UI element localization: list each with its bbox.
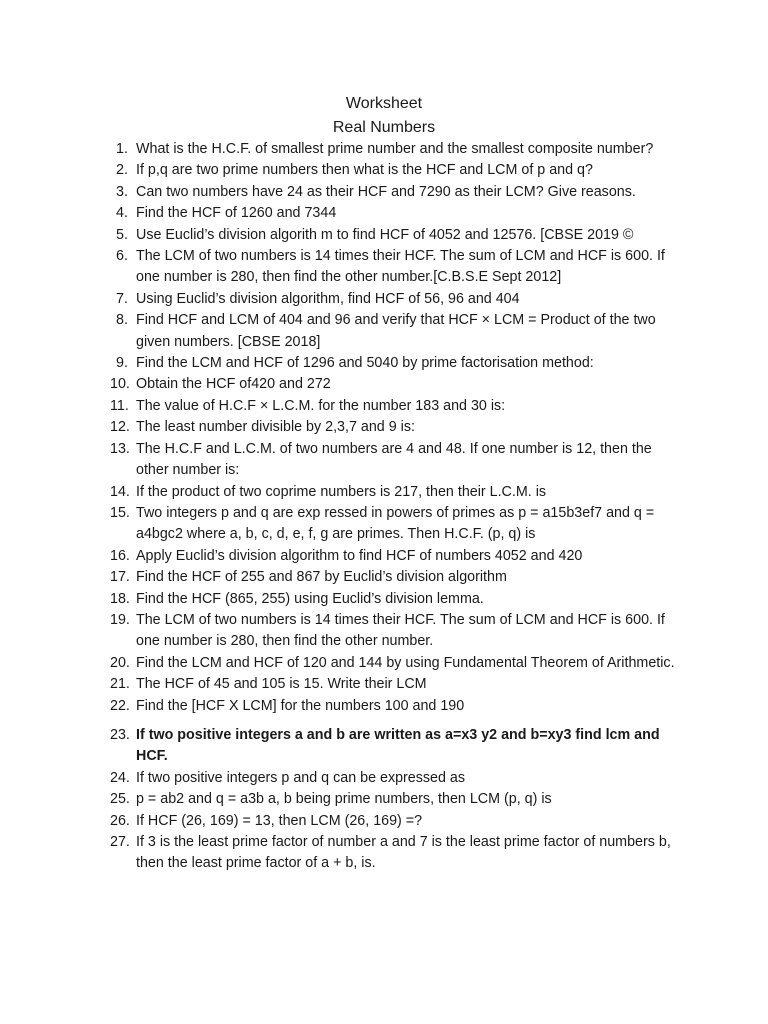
question-item xyxy=(0,832,768,875)
question-text: Find the LCM and HCF of 1296 and 5040 by prime factorisation method: xyxy=(136,355,594,372)
question-item xyxy=(0,246,768,289)
question-item xyxy=(0,589,768,610)
question-text: Find HCF and LCM of 404 and 96 and verify that HCF × LCM = Product of the two given numbers. [CBSE 2018] xyxy=(136,312,656,350)
question-item xyxy=(0,789,768,810)
question-item xyxy=(0,546,768,567)
question-text: Apply Euclid’s division algorithm to find HCF of numbers 4052 and 420 xyxy=(136,547,583,564)
question-text: Find the HCF of 1260 and 7344 xyxy=(136,205,337,222)
question-text: Find the HCF (865, 255) using Euclid’s division lemma. xyxy=(136,590,484,607)
question-item xyxy=(0,610,768,653)
question-item xyxy=(0,396,768,417)
question-number: 2. xyxy=(116,162,128,179)
question-item xyxy=(0,289,768,310)
question-item xyxy=(0,567,768,588)
question-number: 20. xyxy=(110,654,130,671)
question-item xyxy=(0,768,768,789)
question-text: If HCF (26, 169) = 13, then LCM (26, 169) =? xyxy=(136,812,423,829)
question-item xyxy=(0,696,768,717)
question-item xyxy=(0,310,768,353)
question-number: 7. xyxy=(116,290,128,307)
question-item xyxy=(0,417,768,438)
question-number: 19. xyxy=(110,611,130,628)
question-item xyxy=(0,182,768,203)
question-text: Using Euclid’s division algorithm, find HCF of 56, 96 and 404 xyxy=(136,290,520,307)
question-number: 4. xyxy=(116,205,128,222)
question-number: 22. xyxy=(110,697,130,714)
question-number: 17. xyxy=(110,569,130,586)
question-item xyxy=(0,203,768,224)
question-text: Use Euclid’s division algorith m to find HCF of 4052 and 12576. [CBSE 2019 © xyxy=(136,226,634,243)
question-text: If 3 is the least prime factor of number a and 7 is the least prime factor of numbers b, then the least prime factor of a + b, is. xyxy=(136,834,671,872)
question-number: 26. xyxy=(110,812,130,829)
question-number: 5. xyxy=(116,226,128,243)
question-text: Two integers p and q are exp ressed in powers of primes as p = a15b3ef7 and q = a4bgc2 where a, b, c, d, e, f, g are primes. Then H.C.F. (p, q) is xyxy=(136,504,655,543)
question-number: 1. xyxy=(116,141,128,157)
question-item xyxy=(0,374,768,395)
question-text: Can two numbers have 24 as their HCF and 7290 as their LCM? Give reasons. xyxy=(136,183,636,200)
question-text: What is the H.C.F. of smallest prime number and the smallest composite number? xyxy=(136,141,654,157)
question-text: The HCF of 45 and 105 is 15. Write their LCM xyxy=(136,676,427,693)
question-item xyxy=(0,653,768,674)
question-item xyxy=(0,811,768,832)
question-number: 13. xyxy=(110,440,130,457)
question-text: The value of H.C.F × L.C.M. for the number 183 and 30 is: xyxy=(136,397,506,414)
question-number: 23. xyxy=(110,726,130,743)
question-number: 12. xyxy=(110,419,130,436)
question-text: p = ab2 and q = a3b a, b being prime numbers, then LCM (p, q) is xyxy=(136,791,552,808)
question-text: Obtain the HCF of420 and 272 xyxy=(136,376,331,393)
question-text: Find the [HCF X LCM] for the numbers 100 and 190 xyxy=(136,697,465,714)
question-list xyxy=(0,139,768,875)
worksheet-subtitle: Real Numbers xyxy=(332,119,436,136)
question-number: 9. xyxy=(116,355,128,372)
question-number: 11. xyxy=(110,397,129,414)
question-text: Find the LCM and HCF of 120 and 144 by using Fundamental Theorem of Arithmetic. xyxy=(136,654,675,671)
question-item xyxy=(0,139,768,160)
question-text: If the product of two coprime numbers is 217, then their L.C.M. is xyxy=(136,483,547,500)
question-number: 21. xyxy=(110,676,130,693)
question-number: 15. xyxy=(110,504,130,521)
question-item xyxy=(0,225,768,246)
question-text: The H.C.F and L.C.M. of two numbers are 4 and 48. If one number is 12, then the other number is: xyxy=(136,440,652,479)
question-text: If p,q are two prime numbers then what is the HCF and LCM of p and q? xyxy=(136,162,593,179)
question-text: If two positive integers a and b are written as a=x3 y2 and b=xy3 find lcm and HCF. xyxy=(136,726,660,765)
question-number: 25. xyxy=(110,791,130,808)
question-text: The least number divisible by 2,3,7 and 9 is: xyxy=(136,419,415,436)
worksheet-title: Worksheet xyxy=(345,95,423,112)
question-text: The LCM of two numbers is 14 times their HCF. The sum of LCM and HCF is 600. If one number is 280, then find the other number.[C.B.S.E Sept 2012] xyxy=(136,248,665,286)
question-text: If two positive integers p and q can be expressed as xyxy=(136,769,466,786)
question-number: 24. xyxy=(110,769,130,786)
question-number: 8. xyxy=(116,312,128,329)
question-item xyxy=(0,482,768,503)
question-text: The LCM of two numbers is 14 times their HCF. The sum of LCM and HCF is 600. If one number is 280, then find the other number. xyxy=(136,611,665,650)
question-item xyxy=(0,503,768,546)
question-number: 10. xyxy=(110,376,130,393)
question-item xyxy=(0,160,768,181)
question-number: 27. xyxy=(110,834,130,850)
question-number: 16. xyxy=(110,547,130,564)
question-number: 14. xyxy=(110,483,130,500)
question-item xyxy=(0,439,768,482)
question-number: 3. xyxy=(116,183,128,200)
question-item xyxy=(0,353,768,374)
question-item xyxy=(0,725,768,768)
question-item xyxy=(0,674,768,695)
question-number: 6. xyxy=(116,248,128,265)
question-text: Find the HCF of 255 and 867 by Euclid’s division algorithm xyxy=(136,569,507,586)
question-number: 18. xyxy=(110,590,130,607)
